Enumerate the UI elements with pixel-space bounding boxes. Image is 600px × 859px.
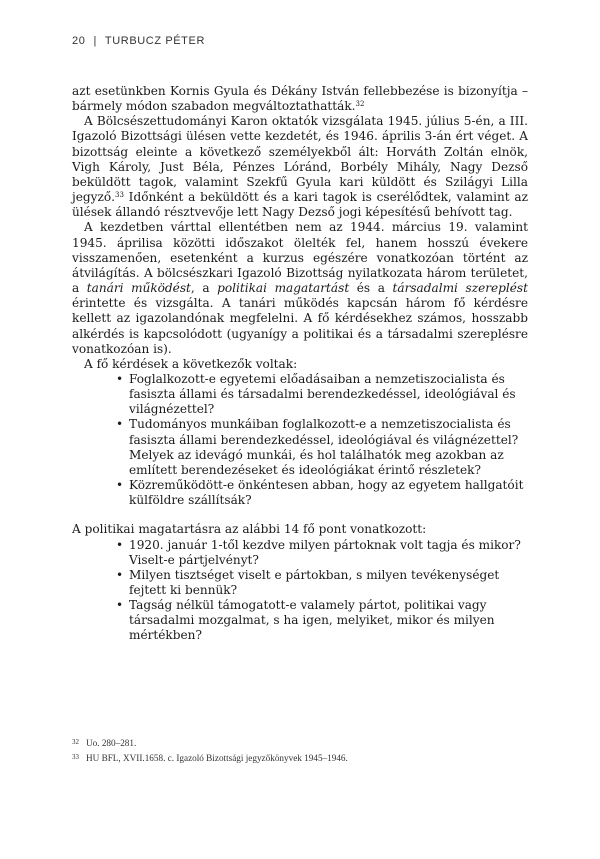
footnote-number: 33 [72,753,79,761]
list-item: • Közreműködött-e önkéntesen abban, hogy az egyetem hallgatóit külföldre szállítsák? [116,478,524,508]
footnote-ref-32: 32 [355,100,365,109]
list-item: • Tudományos munkáiban foglalkozott-e a nemzetiszocialista és fasiszta állami berendezkedéssel, ideológiával és világnézettel? Melyek az idevágó munkái, és hol találhatók meg azokban az említett berendezéseket és ideológiákat érintő részletek? [116,417,519,477]
running-header [72,35,205,47]
list-item: • Tagság nélkül támogatott-e valamely pártot, politikai vagy társadalmi mozgalmat, s ha igen, melyiket, mikor és milyen mértékben? [116,598,495,643]
author-name: TURBUCZ PÉTER [104,35,205,47]
list-item: • Milyen tisztséget viselt e pártokban, s milyen tevékenységet fejtett ki bennük? [116,567,500,597]
main-questions-list [72,372,528,508]
footnote-text: HU BFL, XVII.1658. c. Igazoló Bizottsági jegyzőkönyvek 1945–1946. [86,753,348,763]
italic-tarsadalmi-szereples: társadalmi szereplést [392,281,528,296]
paragraph-2: A Bölcsészettudományi Karon oktatók vizsgálata 1945. július 5-én, a III. Igazoló Bizottsági ülésen vette kezdetét, és 1946. április 3-án ért véget. A bizottság eleinte a következő személyekből ált: Horváth Zoltán elnök, Vigh Károly, Just Béla, Pénzes Lóránd, Borbély Mihály, Nagy Dezső beküldött tagok, valamint Szekfű Gyula kari küldött és Szilágyi Lilla jegyző.$^{33}$ Időnként a beküldött és a kari tagok is cserélődtek, valamint az ülések állandó résztvevője lett Nagy Dezső jogi képesítésű behívott tag. [72,114,528,220]
bullet-icon: • [116,567,124,582]
footnotes [72,735,528,765]
footnote-33 [72,750,528,765]
italic-politikai-magatartas: politikai magatartást [217,281,350,296]
footnote-32 [72,735,528,750]
list-item: • Foglalkozott-e egyetemi előadásaiban a nemzetiszocialista és fasiszta állami és társadalmi berendezkedéssel, ideológiával és világnézettel? [116,371,516,417]
header-separator: | [93,35,97,47]
footnote-ref-33: 33 [114,191,124,200]
paragraph-5: A politikai magatartásra az alábbi 14 fő pont vonatkozott: [72,522,427,537]
bullet-icon: • [116,371,124,386]
footnote-text: Uo. 280–281. [86,738,137,748]
political-conduct-list [72,538,528,644]
italic-tanari-mukodes: tanári működést [86,281,191,296]
footnote-number: 32 [72,738,79,746]
page-number: 20 [72,35,86,47]
list-item: • 1920. január 1-től kezdve milyen pártoknak volt tagja és mikor? Viselt-e pártjelvényt? [116,537,521,567]
bullet-icon: • [116,598,124,613]
bullet-icon: • [116,417,124,432]
paragraph-4: A fő kérdések a következők voltak: [84,356,298,371]
bullet-icon: • [116,537,124,552]
body-text [72,84,528,644]
paragraph-3: A kezdetben várttal ellentétben nem az 1944. március 19. valamint 1945. áprilisa közötti időszakot ölelték fel, hanem hosszú évekere visszamenően, esetenként a kurzus egészére vonatkozóan történt az átvilágítás. A bölcsészkari Igazoló Bizottság nyilatkozata három területet, a tanári működést, a politikai magatartást és a társadalmi szereplést érintette és vizsgálta. A tanári működés kapcsán három fő kérdésre kellett az igazolandónak megfelelni. A fő kérdésekhez számos, hosszabb alkérdés is kapcsolódott (ugyanígy a politikai és a társadalmi szereplésre vonatkozóan is). [72,220,528,356]
bullet-icon: • [116,478,124,493]
paragraph-1: azt esetünkben Kornis Gyula és Dékány István fellebbezése is bizonyítja – bármely módon szabadon megváltoztathatták.$^{32}$ [72,84,528,114]
